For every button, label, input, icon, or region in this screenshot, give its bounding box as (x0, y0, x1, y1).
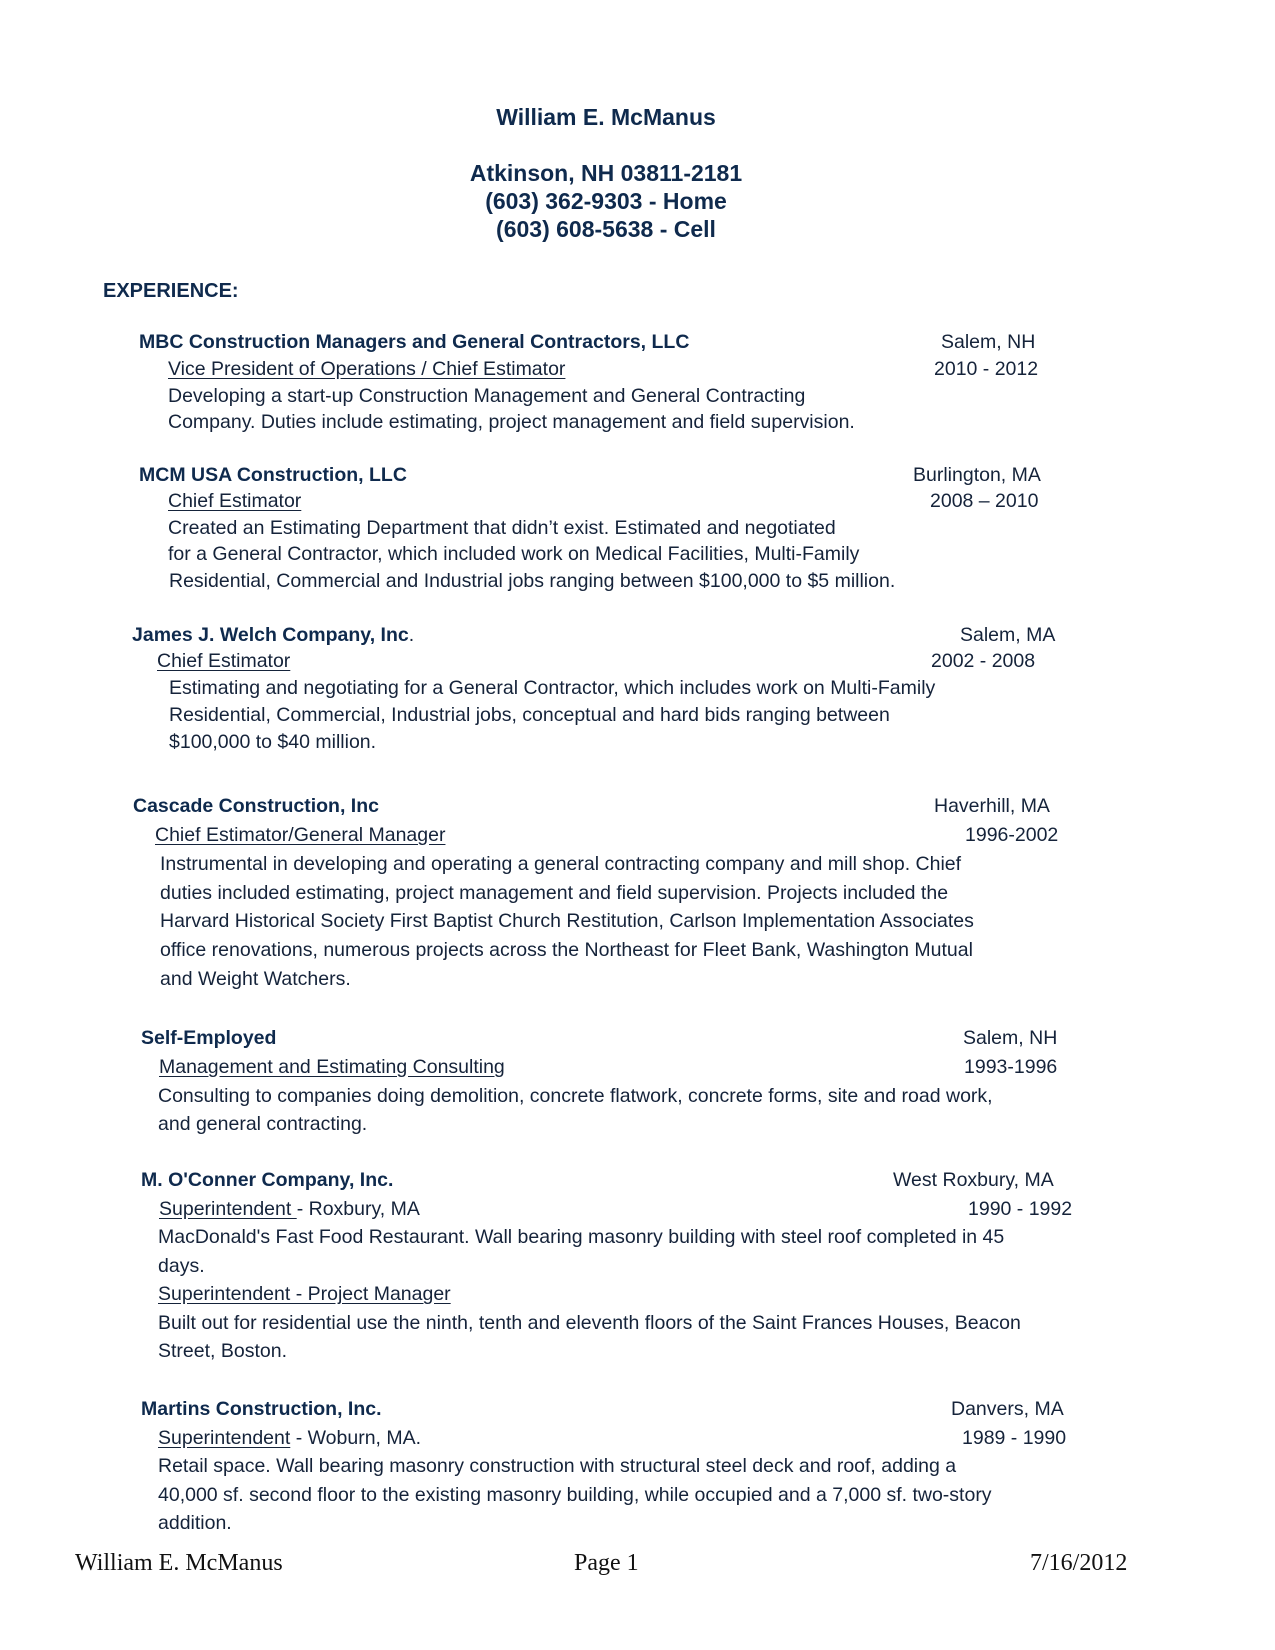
job-title (159, 1200, 420, 1220)
job-title-text: Superintendent (158, 1427, 291, 1449)
job-description-line: and general contracting. (158, 1113, 368, 1135)
section-title-experience: EXPERIENCE: (103, 280, 239, 302)
job-dates: 2002 - 2008 (931, 650, 1036, 672)
job-description-line: days. (158, 1255, 205, 1277)
job-description-line: Retail space. Wall bearing masonry construction with structural steel deck and roof, adding a (158, 1455, 957, 1477)
job-dates: 2008 – 2010 (930, 490, 1039, 512)
job-description-line: Residential, Commercial and Industrial jobs ranging between $100,000 to $5 million. (169, 570, 896, 592)
job-dates: 2010 - 2012 (934, 358, 1039, 380)
job-description-line: Developing a start-up Construction Management and General Contracting (168, 385, 806, 407)
job-description-line: MacDonald's Fast Food Restaurant. Wall bearing masonry building with steel roof completed in 45 (158, 1226, 1005, 1248)
company-name (132, 626, 414, 646)
company-name: Cascade Construction, Inc (133, 795, 379, 817)
job-description-line: Consulting to companies doing demolition, concrete flatwork, concrete forms, site and road work, (158, 1085, 993, 1107)
job-description-line: Residential, Commercial, Industrial jobs, conceptual and hard bids ranging between (169, 704, 890, 726)
job-description-line: office renovations, numerous projects across the Northeast for Fleet Bank, Washington Mutual (160, 939, 973, 961)
job-title-text: Superintendent (159, 1198, 297, 1220)
job-description-line: Created an Estimating Department that didn’t exist. Estimated and negotiated (168, 517, 836, 539)
job-title: Chief Estimator/General Manager (155, 824, 446, 846)
job-description-line: Company. Duties include estimating, project management and field supervision. (168, 411, 855, 433)
job-title: Chief Estimator (157, 650, 291, 672)
footer-page-number: Page 1 (574, 1550, 639, 1576)
footer-date: 7/16/2012 (1030, 1550, 1128, 1576)
job-location: Haverhill, MA (934, 795, 1050, 817)
job-description-line: 40,000 sf. second floor to the existing masonry building, while occupied and a 7,000 sf. two-story (158, 1484, 992, 1506)
job-title-suffix: - Roxbury, MA (296, 1198, 420, 1220)
job-title: Vice President of Operations / Chief Estimator (168, 358, 566, 380)
job-description-line: Harvard Historical Society First Baptist Church Restitution, Carlson Implementation Associates (160, 910, 974, 932)
job-location: West Roxbury, MA (893, 1169, 1054, 1191)
job-description-line: $100,000 to $40 million. (169, 731, 377, 753)
job-description-line: Estimating and negotiating for a General Contractor, which includes work on Multi-Family (169, 677, 936, 699)
job-dates: 1993-1996 (964, 1056, 1058, 1078)
job-title-suffix: - Woburn, MA. (290, 1427, 422, 1449)
company-name: Martins Construction, Inc. (141, 1398, 382, 1420)
job-description-line: Street, Boston. (158, 1340, 287, 1362)
company-name: MBC Construction Managers and General Contractors, LLC (139, 331, 690, 353)
company-name: M. O'Conner Company, Inc. (141, 1169, 394, 1191)
job-location: Salem, NH (963, 1027, 1058, 1049)
candidate-name: William E. McManus (496, 104, 716, 130)
job-location: Danvers, MA (951, 1398, 1064, 1420)
job-title: Management and Estimating Consulting (159, 1056, 505, 1078)
job-description-line: addition. (158, 1512, 232, 1534)
job-dates: 1996-2002 (965, 824, 1059, 846)
job-description-line: and Weight Watchers. (160, 968, 351, 990)
address: Atkinson, NH 03811-2181 (469, 160, 743, 186)
job-title: Chief Estimator (168, 490, 302, 512)
job-location: Burlington, MA (913, 464, 1041, 486)
cell-phone: (603) 608-5638 - Cell (496, 216, 716, 242)
home-phone: (603) 362-9303 - Home (485, 188, 727, 214)
job-location: Salem, NH (941, 331, 1036, 353)
company-name: MCM USA Construction, LLC (139, 464, 407, 486)
job-description-line: for a General Contractor, which included work on Medical Facilities, Multi-Family (168, 543, 860, 565)
job-dates: 1990 - 1992 (968, 1198, 1073, 1220)
company-name: Self-Employed (141, 1027, 277, 1049)
job-location: Salem, MA (960, 624, 1056, 646)
footer-name: William E. McManus (75, 1550, 283, 1576)
job-description-line: Instrumental in developing and operating a general contracting company and mill shop. Chief (160, 853, 962, 875)
job-title-secondary: Superintendent - Project Manager (158, 1283, 451, 1305)
company-name-suffix: . (408, 624, 415, 646)
job-title (158, 1429, 421, 1449)
job-dates: 1989 - 1990 (962, 1427, 1067, 1449)
job-description-line: duties included estimating, project management and field supervision. Projects included the (160, 882, 949, 904)
job-description-line: Built out for residential use the ninth, tenth and eleventh floors of the Saint Frances Houses, Beacon (158, 1312, 1021, 1334)
company-name-text: James J. Welch Company, Inc (132, 624, 409, 646)
